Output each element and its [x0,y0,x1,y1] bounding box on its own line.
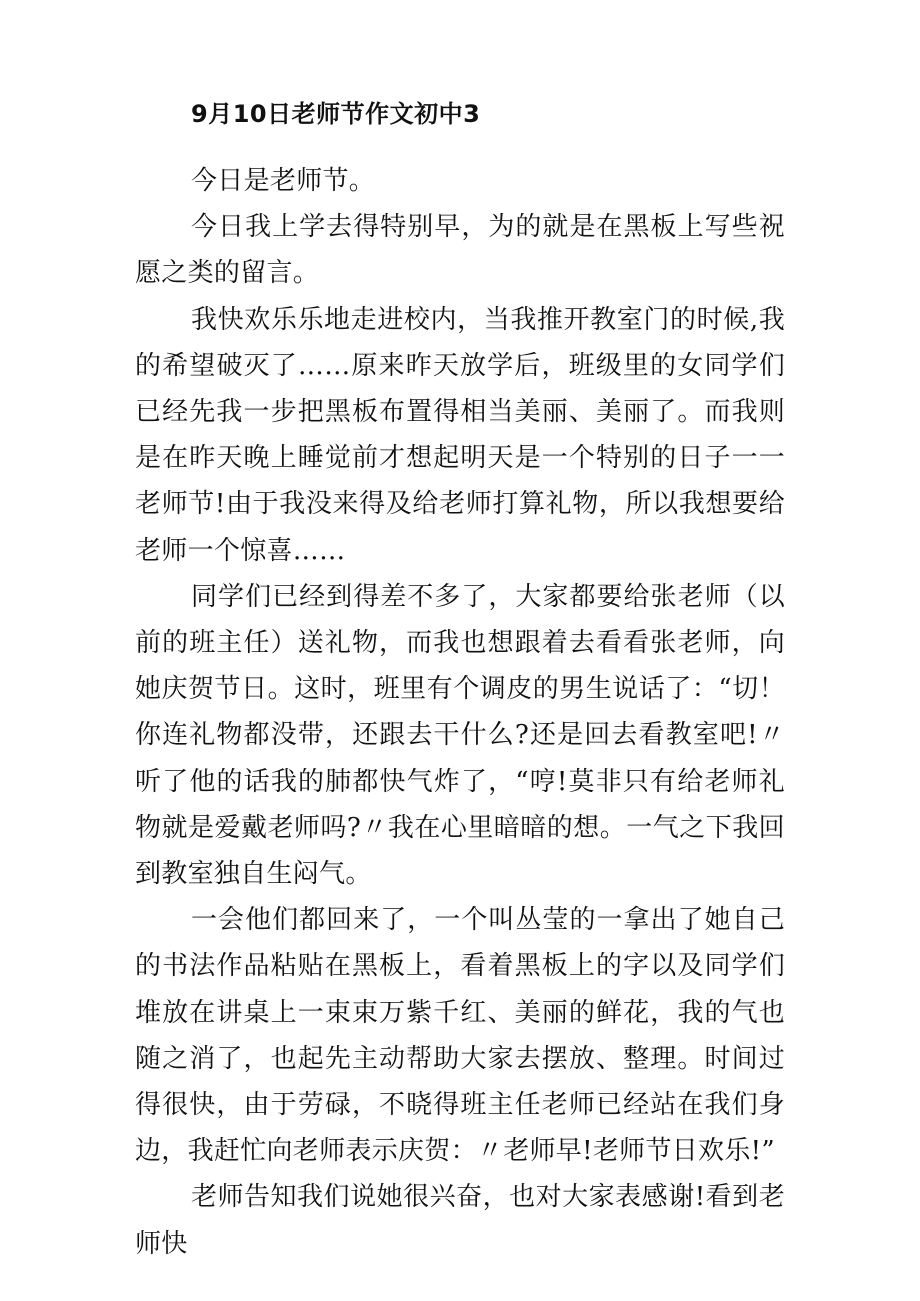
paragraph-4: 同学们已经到得差不多了，大家都要给张老师（以前的班主任）送礼物，而我也想跟着去看看张老师，向她庆贺节日。这时，班里有个调皮的男生说话了：“切！你连礼物都没带，还跟去干什么?还是回去看教室吧!〃听了他的话我的肺都快气炸了，“哼!莫非只有给老师礼物就是爱戴老师吗?〃我在心里暗暗的想。一气之下我回到教室独自生闷气。 [135,581,785,890]
document-title: 9月10日老师节作文初中3 [191,100,481,128]
paragraph-2: 今日我上学去得特别早，为的就是在黑板上写些祝愿之类的留言。 [135,212,785,289]
paragraph-5: 一会他们都回来了，一个叫丛莹的一拿出了她自己的书法作品粘贴在黑板上，看着黑板上的字以及同学们堆放在讲桌上一束束万紫千红、美丽的鲜花，我的气也随之消了，也起先主动帮助大家去摆放、整理。时间过得很快，由于劳碌，不晓得班主任老师已经站在我们身边，我赶忙向老师表示庆贺：〃老师早!老师节日欢乐!” [135,905,785,1167]
paragraph-6: 老师告知我们说她很兴奋，也对大家表感谢!看到老师快 [135,1182,785,1259]
paragraph-1: 今日是老师节。 [191,166,376,196]
document-page [135,95,785,1267]
paragraph-3: 我快欢乐乐地走进校内，当我推开教室门的时候,我的希望破灭了……原来昨天放学后，班级里的女同学们已经先我一步把黑板布置得相当美丽、美丽了。而我则是在昨天晚上睡觉前才想起明天是一个特别的日子一一老师节!由于我没来得及给老师打算礼物，所以我想要给老师一个惊喜…… [135,304,785,566]
